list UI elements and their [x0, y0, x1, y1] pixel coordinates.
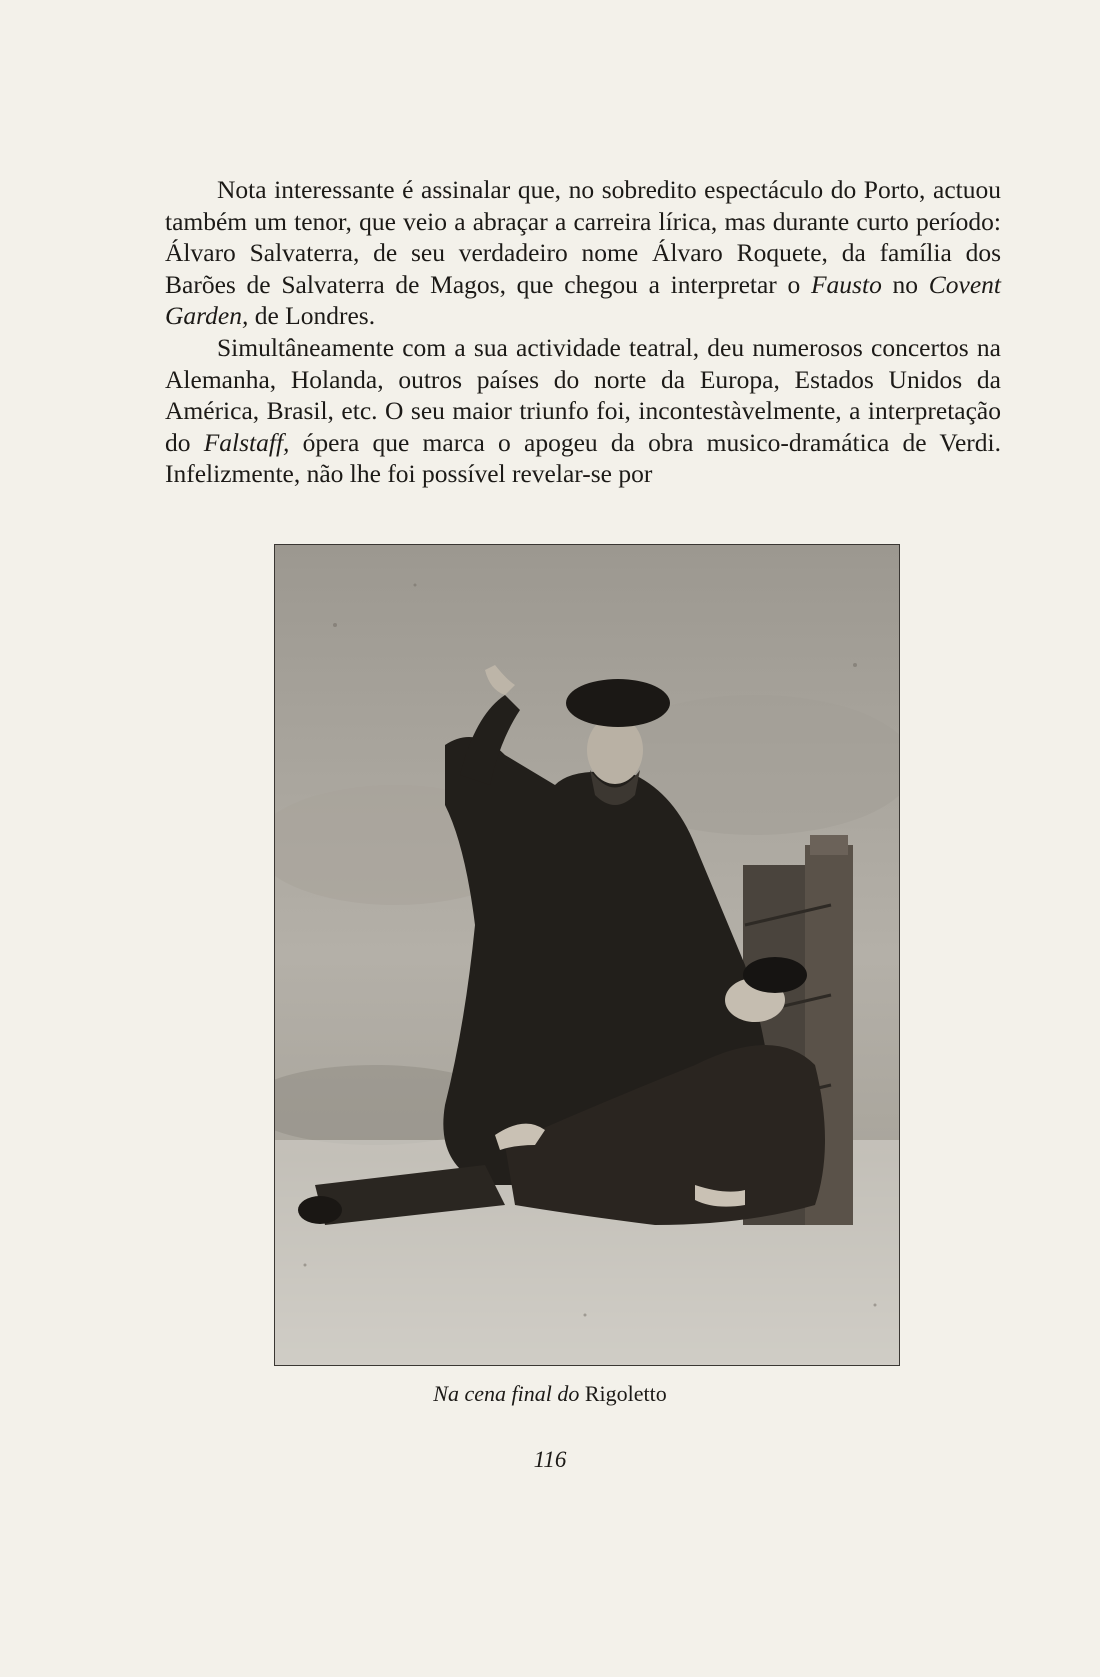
text-run: de Londres.	[248, 301, 376, 331]
body-text	[165, 174, 1001, 490]
caption-opera-title: Rigoletto	[584, 1381, 667, 1406]
paragraph-1	[165, 174, 1001, 332]
text-run: Simultâneamente com a sua actividade teatral, deu numerosos concertos na Alemanha, Holanda, outros países do norte da Europa, Estados Unidos da América, Brasil, etc. O seu maior triunfo foi, incontestàvelmente, a interpretação do	[165, 332, 1001, 457]
page-number: 116	[533, 1447, 567, 1472]
venue-covent-garden: Covent Garden,	[165, 269, 1001, 331]
caption-prefix: Na cena final do	[433, 1381, 580, 1406]
text-run: ópera que marca o apogeu da obra musico-dramática de Verdi. Infelizmente, não lhe foi possível revelar-se por	[165, 427, 1001, 489]
text-run: Nota interessante é assinalar que, no sobredito espectáculo do Porto, actuou também um tenor, que veio a abraçar a carreira lírica, mas durante curto período: Álvaro Salvaterra, de seu verdadeiro nome Álvaro Roquete, da família dos Barões de Salvaterra de Magos, que chegou a interpretar o	[165, 175, 1001, 299]
figure-caption	[0, 1381, 1100, 1407]
opera-title-fausto: Fausto	[810, 269, 882, 299]
text-run: no	[881, 269, 929, 299]
stage-scene-illustration	[275, 545, 899, 1365]
opera-title-falstaff: Falstaff,	[203, 427, 290, 457]
paragraph-2	[165, 332, 1001, 490]
photograph	[274, 544, 900, 1366]
